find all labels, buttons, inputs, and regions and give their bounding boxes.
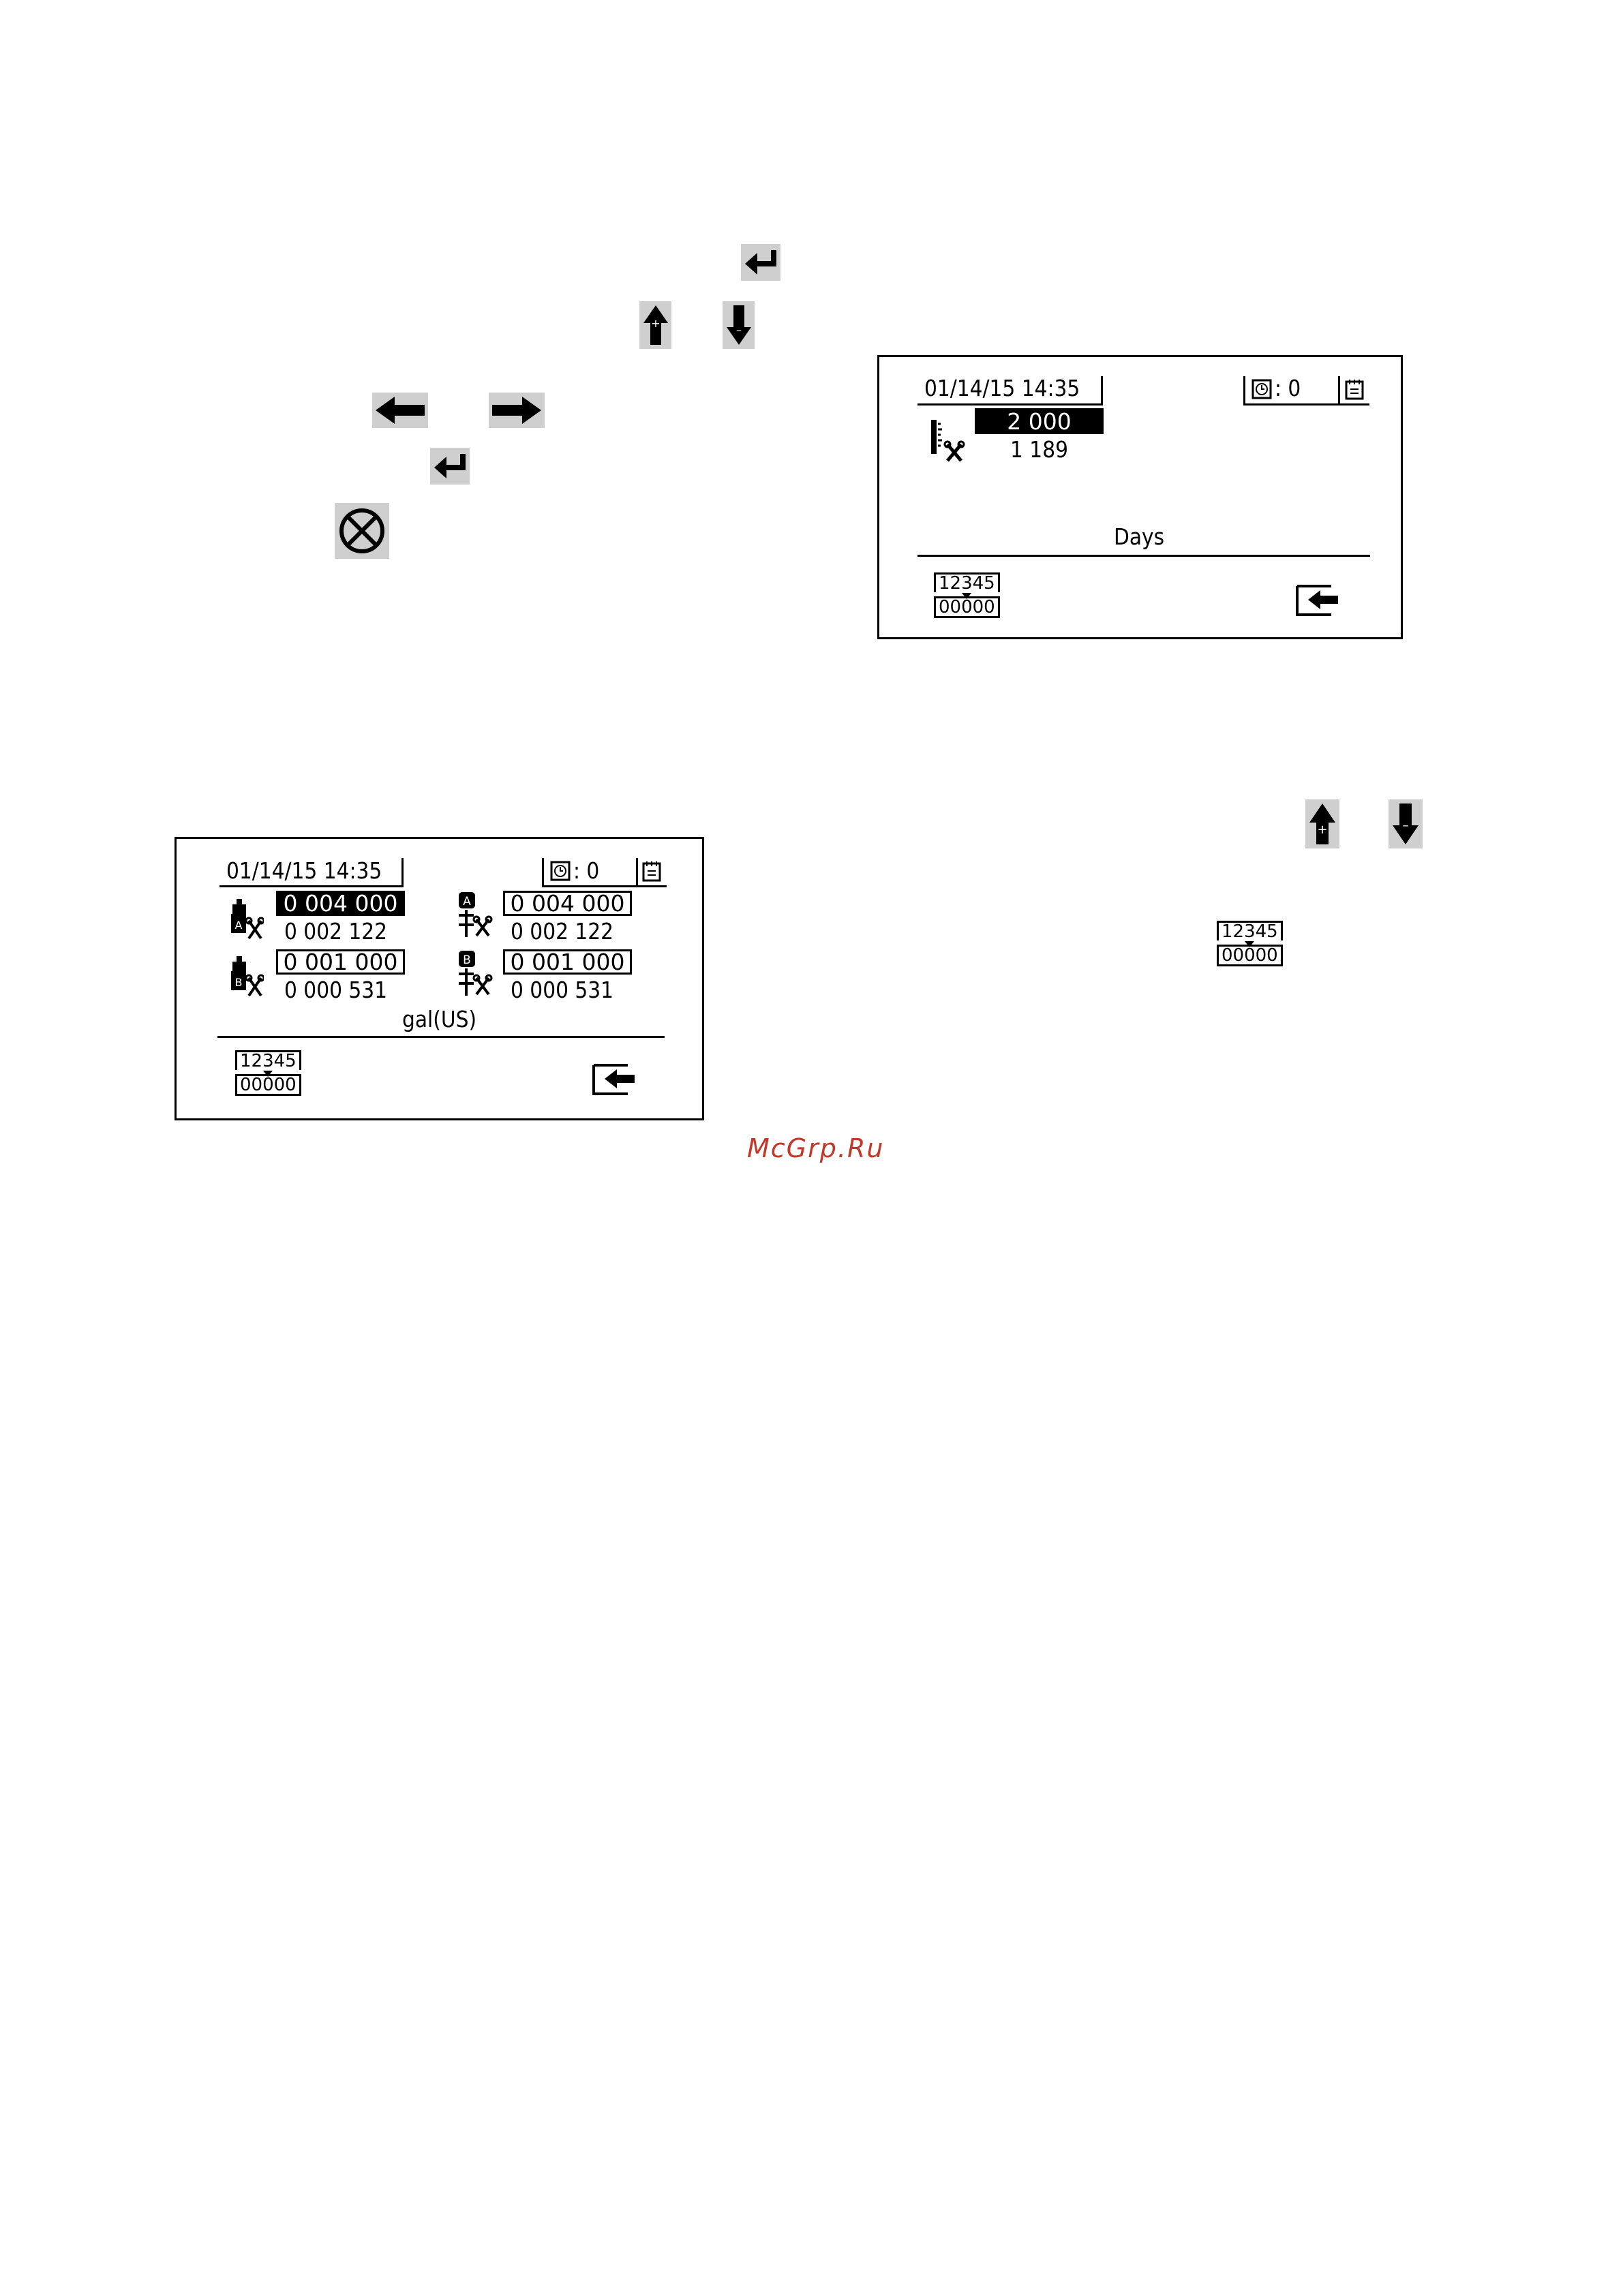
date-time: 01/14/15 14:35 (924, 375, 1080, 401)
error-count: : 0 (1275, 375, 1301, 401)
exit-icon[interactable] (1296, 585, 1341, 616)
svg-text:+: + (1317, 823, 1328, 837)
up-arrow-key-icon-2 (1305, 799, 1339, 848)
reset-counter-icon[interactable]: 12345 00000 (235, 1050, 301, 1096)
svg-text:+: + (650, 317, 661, 330)
error-count-icon (1252, 379, 1272, 399)
pump-a-maintenance-icon (228, 898, 264, 943)
notepad-icon (641, 860, 662, 882)
error-count-icon (550, 861, 571, 881)
right-arrow-key-icon (489, 393, 545, 428)
cancel-key-icon (335, 503, 389, 559)
svg-text:–: – (1402, 818, 1409, 833)
hose-a-maintenance-icon (455, 891, 493, 938)
hose-b-maintenance-icon (455, 949, 493, 997)
enter-key-icon (741, 244, 780, 281)
left-arrow-key-icon (372, 393, 428, 428)
svg-text:A: A (234, 919, 243, 932)
maintenance-volume-screen (175, 837, 704, 1120)
spray-maintenance-icon (928, 417, 968, 465)
pump-b-limit-field[interactable]: 0 001 000 (276, 949, 405, 975)
units-label: gal(US) (402, 1006, 477, 1032)
hose-a-current: 0 002 122 (511, 918, 614, 945)
reset-counter-legend-icon: 12345 00000 (1217, 921, 1283, 966)
svg-text:–: – (735, 324, 742, 337)
date-time: 01/14/15 14:35 (226, 857, 382, 884)
pump-b-current: 0 000 531 (284, 977, 388, 1003)
down-arrow-key-icon (723, 301, 755, 349)
svg-text:B: B (463, 953, 471, 967)
pump-b-maintenance-icon (228, 955, 264, 1000)
reset-counter-icon[interactable]: 12345 00000 (934, 572, 1000, 618)
footer-watermark: McGrp.Ru (747, 1133, 885, 1163)
current-days-value: 1 189 (1010, 436, 1068, 463)
svg-text:A: A (463, 895, 471, 908)
error-count: : 0 (573, 857, 600, 884)
exit-icon[interactable] (592, 1064, 637, 1095)
hose-b-current: 0 000 531 (511, 977, 614, 1003)
maintenance-days-screen (877, 355, 1403, 639)
hose-b-limit-field[interactable]: 0 001 000 (503, 949, 632, 975)
hose-a-limit-field[interactable]: 0 004 000 (503, 891, 632, 916)
units-label: Days (1114, 523, 1165, 550)
up-arrow-key-icon (639, 301, 671, 349)
pump-a-current: 0 002 122 (284, 918, 388, 945)
pump-a-limit-field[interactable]: 0 004 000 (276, 891, 405, 916)
enter-key-icon-2 (430, 448, 470, 485)
svg-text:B: B (234, 976, 243, 989)
notepad-icon (1344, 378, 1365, 400)
selected-interval-field[interactable]: 2 000 (975, 408, 1104, 434)
down-arrow-key-icon-2 (1389, 799, 1423, 848)
